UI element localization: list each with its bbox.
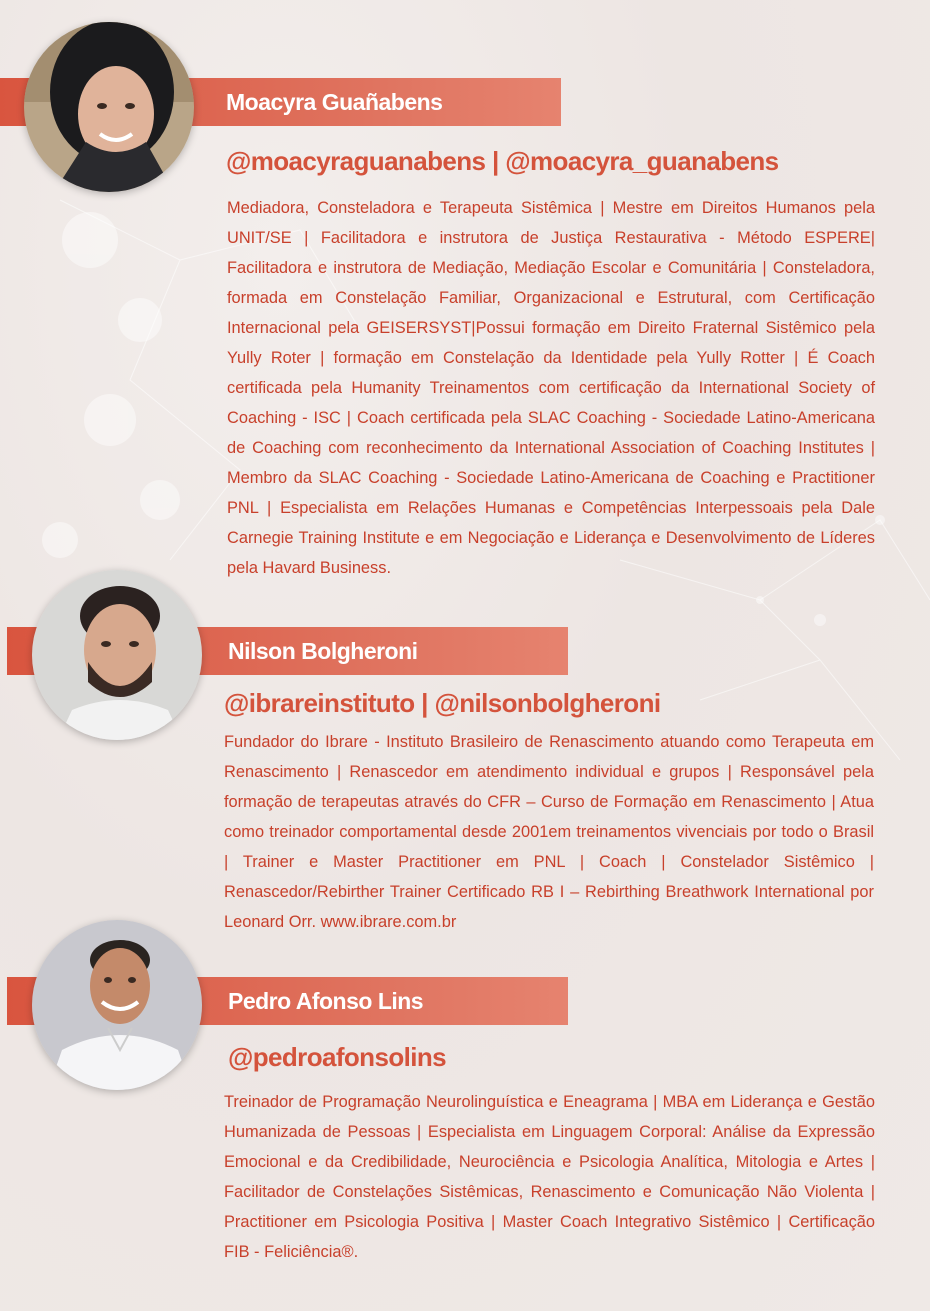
- avatar: [32, 920, 202, 1090]
- person-name: Pedro Afonso Lins: [228, 988, 424, 1014]
- person-name: Nilson Bolgheroni: [228, 638, 418, 664]
- portrait-image: [24, 22, 194, 192]
- avatar: [32, 570, 202, 740]
- social-handle: @moacyraguanabens | @moacyra_guanabens: [226, 146, 779, 176]
- social-handle: @pedroafonsolins: [228, 1042, 446, 1072]
- person-bio: Mediadora, Consteladora e Terapeuta Sistêmica | Mestre em Direitos Humanos pela UNIT/SE | Facilitadora e instrutora de Justiça Restaurativa - Método ESPERE| Facilitadora e instrutora de Mediação, Mediação Escolar e Comunitária | Consteladora, formada em Constelação Familiar, Organizacional e Estrutural, com Certificação Internacional pela GEISERSYST|Possui formação em Direito Fraternal Sistêmico pela Yully Roter | formação em Constelação da Identidade pela Yully Rotter | É Coach certificada pela Humanity Treinamentos com certificação da International Society of Coaching - ISC | Coach certificada pela SLAC Coaching - Sociedade Latino-Americana de Coaching com reconhecimento da International Association of Coaching Institutes | Membro da SLAC Coaching - Sociedade Latino-Americana de Coaching e Practitioner PNL | Especialista em Relações Humanas e Competências Interpessoais pela Dale Carnegie Training Institute e em Negociação e Liderança e Desenvolvimento de Líderes pela Havard Business.: [227, 199, 875, 577]
- person-bio: Fundador do Ibrare - Instituto Brasileiro de Renascimento atuando como Terapeuta em Renascimento | Renascedor em atendimento individual e grupos | Responsável pela formação de terapeutas através do CFR – Curso de Formação em Renascimento | Atua como treinador comportamental desde 2001em treinamentos vivenciais por todo o Brasil | Trainer e Master Practitioner em PNL | Coach | Constelador Sistêmico | Renascedor/Rebirther Trainer Certificado RB I – Rebirthing Breathwork International por Leonard Orr. www.ibrare.com.br: [224, 733, 874, 931]
- avatar: [24, 22, 194, 192]
- person-bio: Treinador de Programação Neurolinguística e Eneagrama | MBA em Liderança e Gestão Humanizada de Pessoas | Especialista em Linguagem Corporal: Análise da Expressão Emocional e da Credibilidade, Neurociência e Psicologia Analítica, Mitologia e Artes | Facilitador de Constelações Sistêmicas, Renascimento e Comunicação Não Violenta | Practitioner em Psicologia Positiva | Master Coach Integrativo Sistêmico | Certificação FIB - Feliciência®.: [224, 1093, 875, 1261]
- social-handle: @ibrareinstituto | @nilsonbolgheroni: [224, 688, 661, 718]
- portrait-image: [32, 570, 202, 740]
- portrait-image: [32, 920, 202, 1090]
- person-name: Moacyra Guañabens: [226, 89, 443, 115]
